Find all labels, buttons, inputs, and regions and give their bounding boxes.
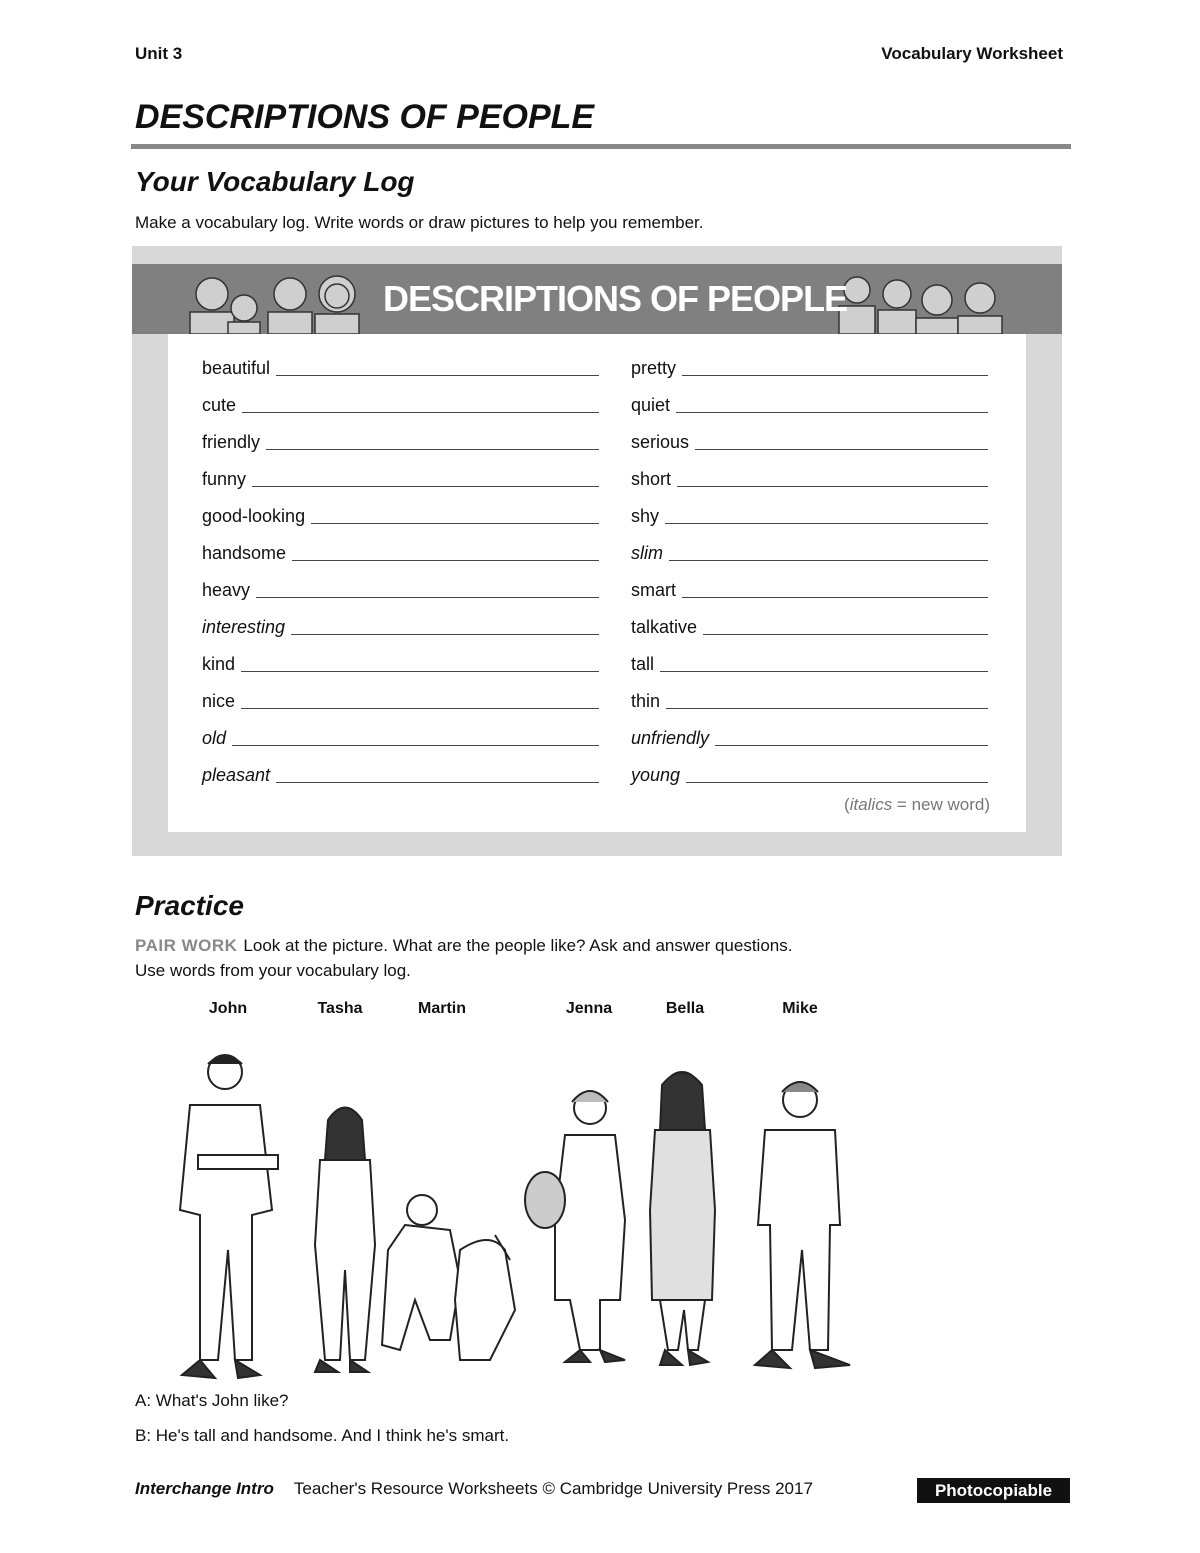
vocab-row: [631, 649, 988, 675]
vocab-word: kind: [202, 654, 236, 674]
vocab-word: nice: [202, 691, 236, 711]
write-line[interactable]: [256, 597, 599, 598]
vocab-word-new: old: [202, 728, 227, 748]
figure-tasha: [315, 1108, 375, 1373]
vocab-word: funny: [202, 469, 247, 489]
person-name-martin: Martin: [418, 1000, 466, 1017]
write-line[interactable]: [276, 782, 599, 783]
write-line[interactable]: [682, 375, 988, 376]
vocab-row: [631, 686, 988, 712]
vocab-row: [631, 612, 988, 638]
vocab-row: [202, 464, 599, 490]
vocab-row: [631, 575, 988, 601]
pair-work-instruction-2: Use words from your vocabulary log.: [135, 961, 411, 980]
vocab-word: short: [631, 469, 672, 489]
figure-bella: [650, 1072, 715, 1365]
write-line[interactable]: [241, 708, 599, 709]
pair-work-instruction: PAIR WORK Look at the picture. What are the people like? Ask and answer questions.: [135, 936, 793, 955]
person-name-bella: Bella: [665, 1000, 705, 1017]
write-line[interactable]: [703, 634, 988, 635]
vocab-word: shy: [631, 506, 660, 526]
vocab-row: [202, 612, 599, 638]
dialogue-answer: B: He's tall and handsome. And I think he's smart.: [135, 1426, 510, 1445]
people-drawing: [160, 1050, 860, 1385]
figure-mike: [755, 1082, 850, 1368]
banner-face-left-4: [315, 276, 359, 334]
vocab-word: tall: [631, 654, 655, 674]
write-line[interactable]: [660, 671, 988, 672]
vocab-row: [202, 649, 599, 675]
vocab-word-new: pleasant: [202, 765, 271, 785]
title-divider: [131, 144, 1071, 149]
write-line[interactable]: [677, 486, 988, 487]
banner-title: DESCRIPTIONS OF PEOPLE: [383, 278, 848, 319]
figure-martin: [382, 1195, 515, 1360]
vocab-word: handsome: [202, 543, 287, 563]
write-line[interactable]: [682, 597, 988, 598]
italics-legend: (italics = new word): [844, 795, 990, 814]
figure-jenna: [525, 1091, 625, 1362]
vocab-row: [202, 575, 599, 601]
vocab-row: [631, 464, 988, 490]
vocab-word: beautiful: [202, 358, 271, 378]
vocab-word: heavy: [202, 580, 251, 600]
write-line[interactable]: [666, 708, 988, 709]
write-line[interactable]: [665, 523, 988, 524]
vocab-row: [202, 353, 599, 379]
vocab-row: [202, 501, 599, 527]
write-line[interactable]: [232, 745, 599, 746]
vocab-word: quiet: [631, 395, 671, 415]
vocab-row: [631, 390, 988, 416]
banner-face-left-3: [268, 278, 312, 334]
vocab-word: cute: [202, 395, 237, 415]
write-line[interactable]: [686, 782, 988, 783]
vocab-word-new: interesting: [202, 617, 286, 637]
vocab-row: [202, 760, 599, 786]
vocab-word: good-looking: [202, 506, 306, 526]
write-line[interactable]: [252, 486, 599, 487]
vocab-row: [202, 390, 599, 416]
vocab-row: [631, 760, 988, 786]
footer: [135, 1479, 813, 1499]
vocab-word: pretty: [631, 358, 677, 378]
banner-face-left-2: [228, 295, 260, 334]
person-name-jenna: Jenna: [565, 1000, 613, 1017]
vocab-word: talkative: [631, 617, 698, 637]
vocab-row: [202, 538, 599, 564]
write-line[interactable]: [266, 449, 599, 450]
vocab-word-new: young: [631, 765, 681, 785]
banner-face-right-2: [878, 280, 916, 334]
practice-heading: Practice: [135, 890, 244, 921]
person-name-mike: Mike: [782, 1000, 818, 1017]
write-line[interactable]: [695, 449, 988, 450]
person-name-tasha: Tasha: [317, 1000, 363, 1017]
banner-face-right-3: [916, 285, 958, 334]
write-line[interactable]: [311, 523, 599, 524]
vocab-row: [202, 427, 599, 453]
photocopiable-badge: Photocopiable: [917, 1478, 1070, 1503]
write-line[interactable]: [715, 745, 988, 746]
pair-work-label: PAIR WORK: [135, 936, 238, 955]
person-name-john: John: [208, 1000, 248, 1017]
footer-book-title: Interchange Intro: [135, 1479, 274, 1498]
banner-face-right-4: [958, 283, 1002, 334]
vocab-row: [202, 686, 599, 712]
vocab-log-instruction: Make a vocabulary log. Write words or draw pictures to help you remember.: [135, 213, 704, 232]
vocab-word-new: slim: [631, 543, 663, 563]
worksheet-type: Vocabulary Worksheet: [881, 44, 1063, 63]
vocab-word: friendly: [202, 432, 261, 452]
write-line[interactable]: [291, 634, 599, 635]
write-line[interactable]: [676, 412, 988, 413]
vocab-row: [631, 353, 988, 379]
vocab-row: [631, 723, 988, 749]
vocab-word: serious: [631, 432, 690, 452]
vocab-row: [202, 723, 599, 749]
figure-john: [180, 1055, 278, 1378]
footer-credit: Teacher's Resource Worksheets © Cambridge University Press 2017: [293, 1479, 813, 1498]
unit-label: Unit 3: [135, 44, 183, 63]
vocab-word: thin: [631, 691, 661, 711]
dialogue-question: A: What's John like?: [135, 1391, 289, 1410]
write-line[interactable]: [242, 412, 599, 413]
people-illustration: [160, 1050, 860, 1385]
vocab-row: [631, 427, 988, 453]
page-title: DESCRIPTIONS OF PEOPLE: [135, 98, 595, 136]
write-line[interactable]: [292, 560, 599, 561]
vocab-row: [631, 501, 988, 527]
vocab-row: [631, 538, 988, 564]
vocab-log-heading: Your Vocabulary Log: [135, 166, 415, 197]
vocab-word-new: unfriendly: [631, 728, 710, 748]
vocab-word: smart: [631, 580, 676, 600]
write-line[interactable]: [669, 560, 988, 561]
write-line[interactable]: [241, 671, 599, 672]
write-line[interactable]: [276, 375, 599, 376]
